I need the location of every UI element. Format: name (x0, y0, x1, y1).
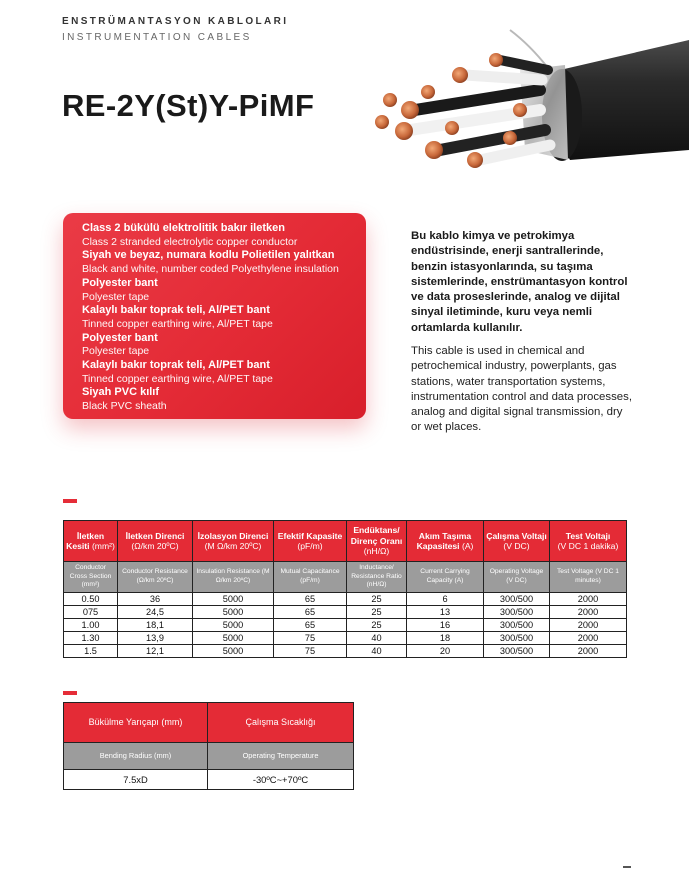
table-cell: 5000 (193, 645, 274, 658)
construction-card (63, 213, 366, 419)
construction-item-tr: Siyah PVC kılıf (82, 386, 160, 399)
column-header: Çalışma Sıcaklığı (208, 703, 354, 743)
construction-item-tr: Kalaylı bakır toprak teli, Al/PET bant (82, 359, 270, 372)
technical-table (63, 520, 627, 658)
column-header-en: Operating Temperature (208, 743, 354, 770)
construction-item-tr: Kalaylı bakır toprak teli, Al/PET bant (82, 304, 270, 317)
table-cell: 25 (347, 593, 407, 606)
table-cell: 0.50 (64, 593, 118, 606)
header-row-en (64, 562, 627, 593)
column-header: İletken Kesiti (mm²) (64, 521, 118, 562)
table-cell: 18,1 (118, 619, 193, 632)
column-header-en: Current Carrying Capacity (A) (407, 562, 484, 593)
table-cell: 300/500 (484, 619, 550, 632)
category-tr: ENSTRÜMANTASYON KABLOLARI (62, 16, 289, 27)
column-header-en: Test Voltage (V DC 1 minutes) (550, 562, 627, 593)
column-header: İzolasyon Direnci (M Ω/km 20ºC) (193, 521, 274, 562)
header-row-tr (64, 521, 627, 562)
table-cell: 40 (347, 645, 407, 658)
table-cell: 65 (274, 593, 347, 606)
bending-radius-value: 7.5xD (64, 770, 208, 790)
header-row-tr (64, 703, 354, 743)
table-cell: 1.00 (64, 619, 118, 632)
table-cell: 2000 (550, 593, 627, 606)
table-cell: 16 (407, 619, 484, 632)
column-header-en: Mutual Capacitance (pF/m) (274, 562, 347, 593)
table-cell: 1.5 (64, 645, 118, 658)
description-en: This cable is used in chemical and petrochemical industry, powerplants, gas stations, water transportation systems, instrumentation control and data processes, analog and digital signal transmission, dry or wet places. (411, 345, 632, 434)
column-header-en: Conductor Cross Section (mm²) (64, 562, 118, 593)
column-header: Akım Taşıma Kapasitesi (A) (407, 521, 484, 562)
bending-table (63, 702, 354, 790)
column-header: Çalışma Voltajı (V DC) (484, 521, 550, 562)
column-header: Endüktans/ Direnç Oranı (nH/Ω) (347, 521, 407, 562)
table-cell: 1.30 (64, 632, 118, 645)
category-en: INSTRUMENTATION CABLES (62, 32, 252, 43)
table-row (64, 632, 627, 645)
construction-item-tr: Polyester bant (82, 276, 158, 289)
column-header-en: Inductance/ Resistance Ratio (nH/Ω) (347, 562, 407, 593)
operating-temperature-value: -30ºC~+70ºC (208, 770, 354, 790)
table-cell: 65 (274, 619, 347, 632)
column-header: Efektif Kapasite (pF/m) (274, 521, 347, 562)
description-tr: Bu kablo kimya ve petrokimya endüstrisinde, enerji santrallerinde, benzin istasyonlarında, su taşıma sistemlerinde, enstrümantasyon kontrol ve data proseslerinde, analog ve dijital sinyal iletiminde, kuru veya nemli ortamlarda kullanılır. (411, 230, 628, 334)
construction-item-en: Black and white, number coded Polyethylene insulation (82, 263, 339, 276)
header-row-en (64, 743, 354, 770)
table-row (64, 645, 627, 658)
construction-item-en: Class 2 stranded electrolytic copper conductor (82, 235, 298, 248)
table-row (64, 619, 627, 632)
table-row (64, 770, 354, 790)
construction-item-en: Black PVC sheath (82, 400, 167, 413)
column-header-en: Conductor Resistance (Ω/km 20ºC) (118, 562, 193, 593)
table-row (64, 593, 627, 606)
table-cell: 5000 (193, 606, 274, 619)
page-marker (623, 866, 631, 868)
construction-item-tr: Polyester bant (82, 331, 158, 344)
column-header-en: Operating Voltage (V DC) (484, 562, 550, 593)
table-cell: 2000 (550, 619, 627, 632)
table-cell: 300/500 (484, 593, 550, 606)
table-cell: 075 (64, 606, 118, 619)
table-cell: 5000 (193, 632, 274, 645)
table-row (64, 606, 627, 619)
table-cell: 2000 (550, 606, 627, 619)
construction-item-tr: Siyah ve beyaz, numara kodlu Polietilen yalıtkan (82, 249, 335, 262)
table-cell: 25 (347, 619, 407, 632)
table-cell: 5000 (193, 593, 274, 606)
column-header-en: Bending Radius (mm) (64, 743, 208, 770)
column-header-en: Insulation Resistance (M Ω/km 20ºC) (193, 562, 274, 593)
column-header: İletken Direnci (Ω/km 20ºC) (118, 521, 193, 562)
product-title: RE-2Y(St)Y-PiMF (62, 88, 315, 123)
table-cell: 36 (118, 593, 193, 606)
table-cell: 40 (347, 632, 407, 645)
construction-item-en: Tinned copper earthing wire, Al/PET tape (82, 372, 273, 385)
table-cell: 18 (407, 632, 484, 645)
column-header: Test Voltajı (V DC 1 dakika) (550, 521, 627, 562)
table-cell: 300/500 (484, 645, 550, 658)
table-cell: 65 (274, 606, 347, 619)
table-cell: 13 (407, 606, 484, 619)
table-cell: 300/500 (484, 632, 550, 645)
column-header: Bükülme Yarıçapı (mm) (64, 703, 208, 743)
table-cell: 2000 (550, 645, 627, 658)
table-cell: 75 (274, 645, 347, 658)
construction-item-en: Polyester tape (82, 290, 150, 303)
table-cell: 24,5 (118, 606, 193, 619)
table-cell: 75 (274, 632, 347, 645)
table-cell: 2000 (550, 632, 627, 645)
table-cell: 13,9 (118, 632, 193, 645)
table-cell: 300/500 (484, 606, 550, 619)
construction-item-tr: Class 2 bükülü elektrolitik bakır iletken (82, 222, 285, 234)
section-marker (63, 691, 77, 695)
table-cell: 12,1 (118, 645, 193, 658)
construction-item-en: Polyester tape (82, 345, 150, 358)
cable-image (370, 10, 689, 180)
table-cell: 5000 (193, 619, 274, 632)
construction-item-en: Tinned copper earthing wire, Al/PET tape (82, 317, 273, 330)
section-marker (63, 499, 77, 503)
table-cell: 20 (407, 645, 484, 658)
table-cell: 25 (347, 606, 407, 619)
table-cell: 6 (407, 593, 484, 606)
